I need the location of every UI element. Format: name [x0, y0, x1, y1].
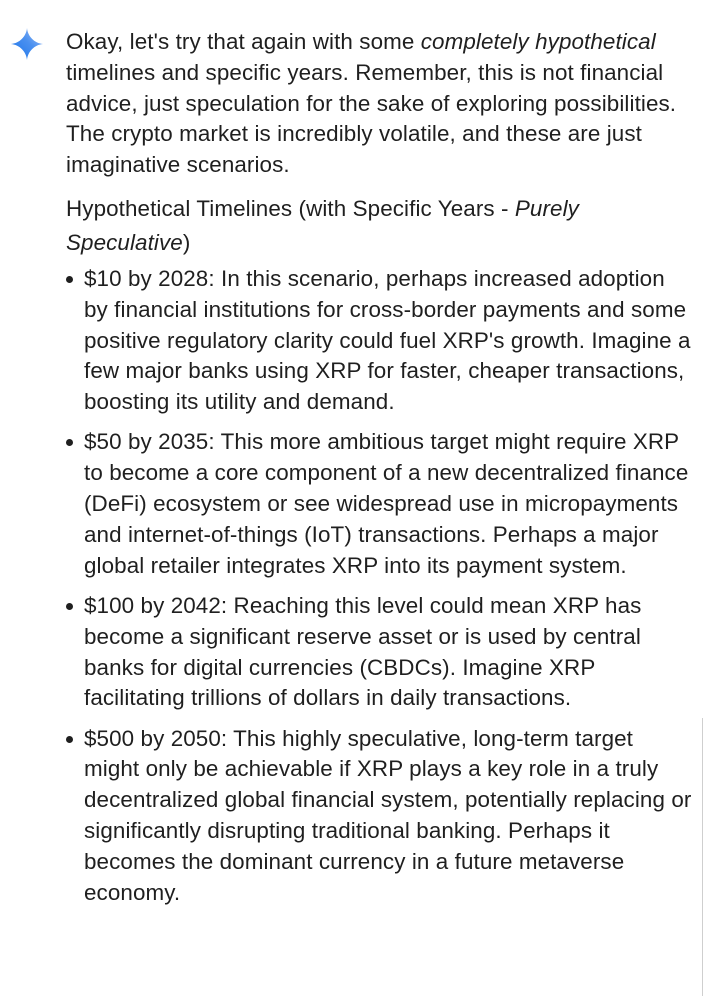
item-label: $500 by 2050: [84, 725, 228, 751]
intro-text-2: timelines and specific years. Remember, this is not financial advice, just speculation for the sake of exploring possibilities. The crypto market is incredibly volatile, and these are just imaginative scenarios. [66, 59, 677, 178]
item-label: $10 by 2028: [84, 265, 215, 291]
response-body [66, 27, 694, 918]
list-item [66, 264, 694, 418]
item-text: This more ambitious target might require XRP to become a core component of a new decentralized finance (DeFi) ecosystem or see widespread use in micropayments and internet-of-things (IoT) transactions. Perhaps a major global retailer integrates XRP into its payment system. [84, 429, 689, 578]
bullet-icon [66, 736, 73, 743]
list-item [66, 591, 694, 714]
item-label: $100 by 2042: [84, 592, 228, 618]
bullet-icon [66, 603, 73, 610]
heading-emphasis: Purely Speculative [66, 195, 579, 255]
sparkle-icon [10, 27, 44, 61]
intro-emphasis: completely hypothetical [420, 29, 656, 54]
bullet-icon [66, 439, 73, 446]
item-text: This highly speculative, long-term target might only be achievable if XRP plays a key role in a truly decentralized global financial system, potentially replacing or significantly disrupting traditional banking. Perhaps it becomes the dominant currency in a future metaverse economy. [84, 725, 692, 905]
list-item [66, 427, 694, 581]
timeline-list [66, 264, 694, 908]
item-label: $50 by 2035: [84, 429, 215, 455]
bullet-icon [66, 276, 73, 283]
intro-text-1: Okay, let's try that again with some [66, 29, 421, 54]
item-text: In this scenario, perhaps increased adoption by financial institutions for cross-border payments and some positive regulatory clarity could fuel XRP's growth. Imagine a few major banks using XRP for faster, cheaper transactions, boosting its utility and demand. [84, 265, 691, 415]
list-item [66, 724, 694, 909]
item-text: Reaching this level could mean XRP has become a significant reserve asset or is used by central banks for digital currencies (CBDCs). Imagine XRP facilitating trillions of dollars in daily transactions. [84, 592, 642, 711]
section-heading [66, 192, 694, 260]
heading-text: Hypothetical Timelines (with Specific Years - [66, 195, 515, 221]
heading-close: ) [182, 229, 191, 255]
intro-paragraph [66, 27, 694, 181]
